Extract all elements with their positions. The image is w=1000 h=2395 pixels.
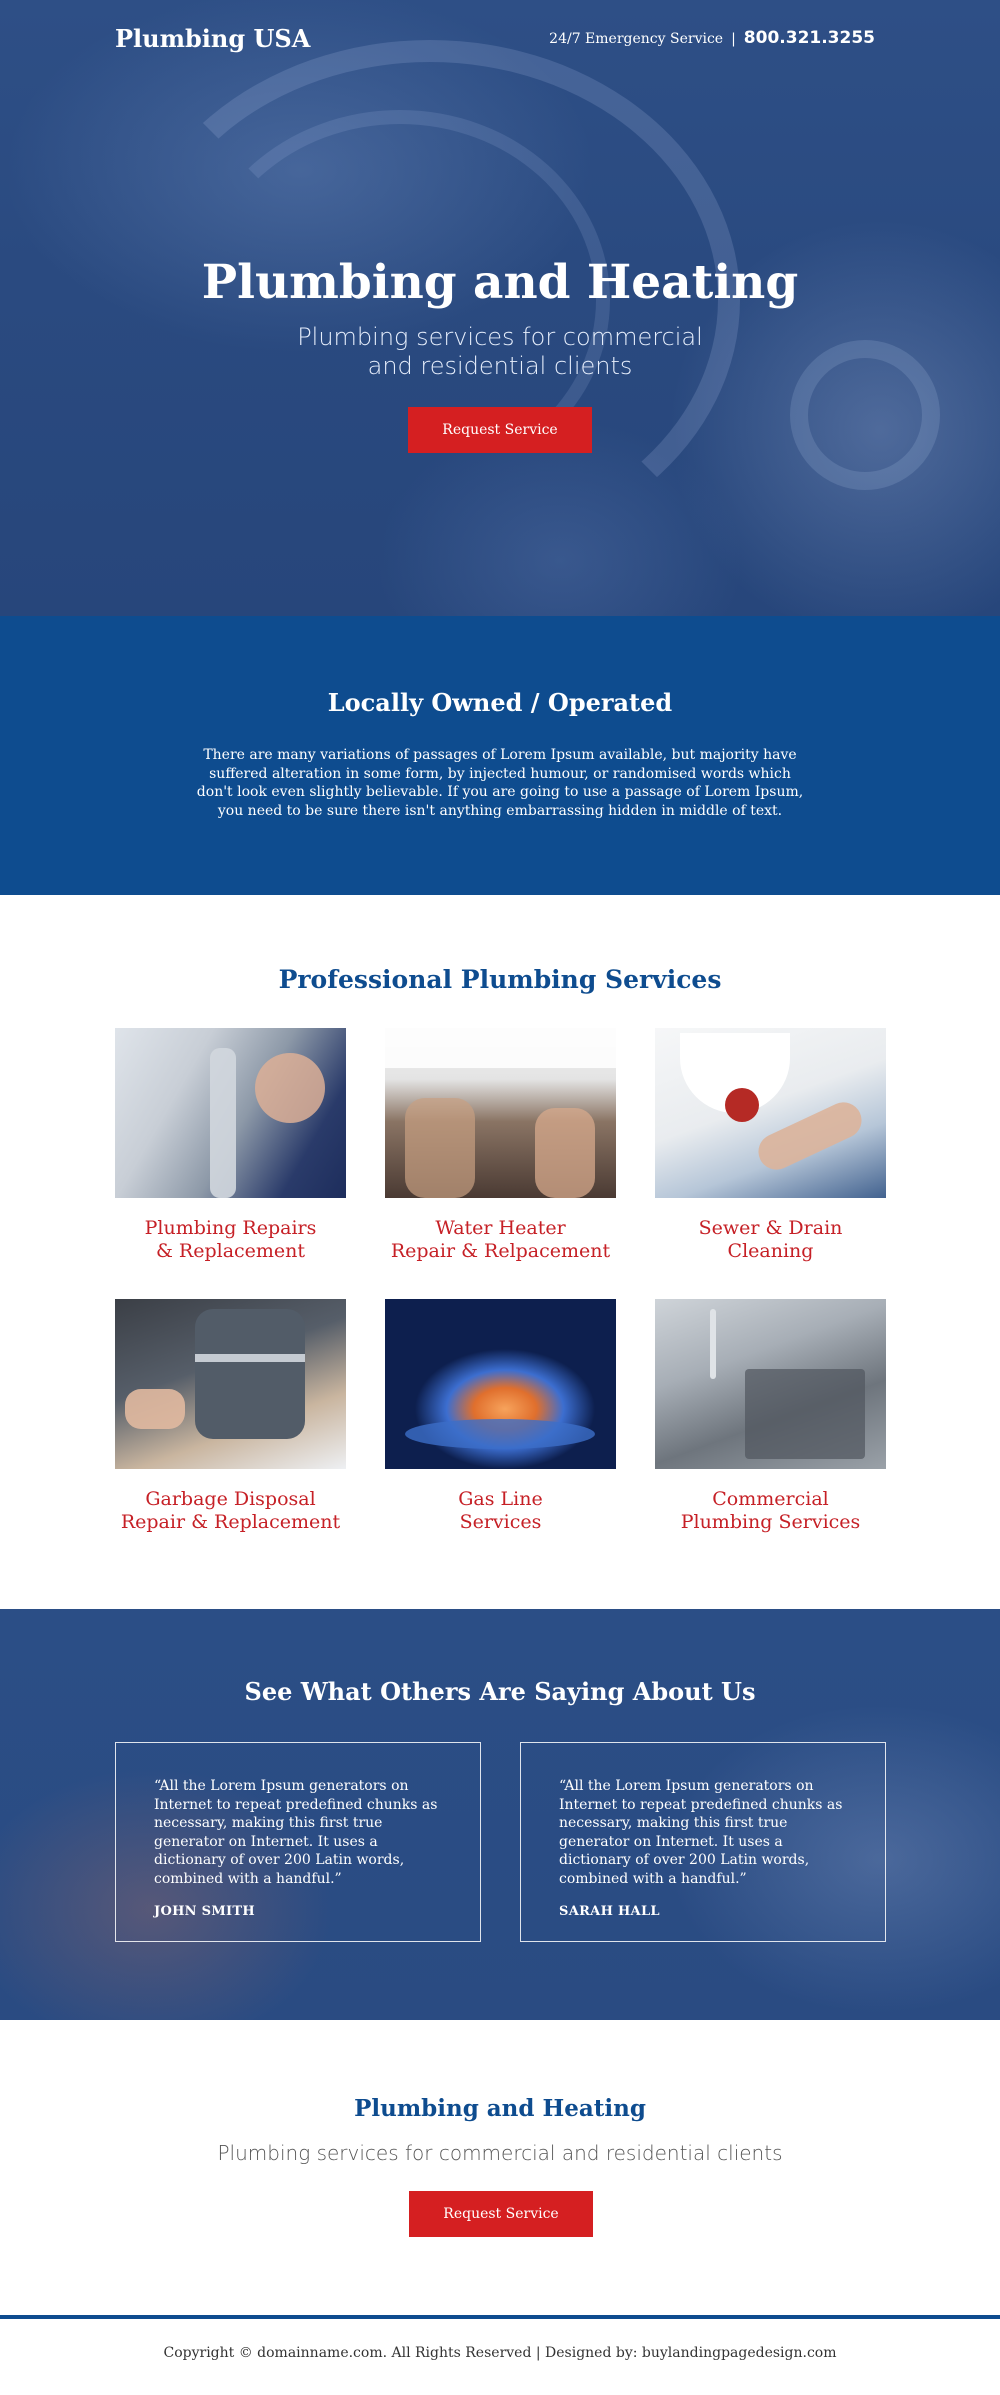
- service-title: [115, 1488, 346, 1534]
- service-card-plumbing-repairs[interactable]: [115, 1028, 346, 1299]
- service-title-line-1: Plumbing Repairs: [144, 1217, 317, 1239]
- service-title: [385, 1488, 616, 1534]
- testimonial-author: JOHN SMITH: [154, 1904, 255, 1919]
- services-section: [0, 895, 1000, 1609]
- gas-line-image: [385, 1299, 616, 1469]
- testimonial-card: [520, 1742, 886, 1942]
- header-separator: |: [731, 31, 736, 47]
- service-title: [655, 1217, 886, 1263]
- site-logo[interactable]: Plumbing USA: [115, 24, 311, 53]
- service-title-line-2: Repair & Relpacement: [390, 1240, 611, 1262]
- service-title: [655, 1488, 886, 1534]
- garbage-disposal-image: [115, 1299, 346, 1469]
- hero-request-service-button[interactable]: Request Service: [408, 407, 592, 453]
- service-title: [385, 1217, 616, 1263]
- hero-section: [0, 0, 1000, 616]
- service-card-commercial-plumbing[interactable]: [655, 1299, 886, 1570]
- emergency-label: 24/7 Emergency Service: [549, 31, 724, 47]
- service-title-line-2: Services: [459, 1511, 542, 1533]
- hero-subtitle-line-1: Plumbing services for commercial: [297, 323, 703, 352]
- service-title-line-1: Commercial: [712, 1488, 829, 1510]
- commercial-plumbing-image: [655, 1299, 886, 1469]
- about-section: [0, 616, 1000, 895]
- service-title-line-1: Water Heater: [435, 1217, 566, 1239]
- footer: [0, 2315, 1000, 2375]
- hero-content: [0, 255, 1000, 453]
- testimonial-card: [115, 1742, 481, 1942]
- top-bar: [0, 0, 1000, 78]
- testimonial-author: SARAH HALL: [559, 1904, 660, 1919]
- service-card-gas-line[interactable]: [385, 1299, 616, 1570]
- footer-copyright: Copyright © domainname.com. All Rights Reserved | Designed by: buylandingpagedesign.com: [163, 2345, 837, 2361]
- services-grid: [115, 1028, 886, 1570]
- services-title: Professional Plumbing Services: [278, 965, 722, 994]
- hero-subtitle: [0, 323, 1000, 381]
- testimonial-quote: “All the Lorem Ipsum generators on Internet to repeat predefined chunks as necessary, making this first true generator on Internet. It uses a dictionary of over 200 Latin words, combined with a handful.”: [154, 1778, 438, 1887]
- emergency-contact: [549, 28, 875, 48]
- service-card-garbage-disposal[interactable]: [115, 1299, 346, 1570]
- service-title-line-2: & Replacement: [155, 1240, 306, 1262]
- service-title-line-2: Repair & Replacement: [120, 1511, 341, 1533]
- service-title: [115, 1217, 346, 1263]
- sewer-drain-image: [655, 1028, 886, 1198]
- service-title-line-2: Cleaning: [727, 1240, 814, 1262]
- about-title: Locally Owned / Operated: [327, 688, 673, 717]
- cta-request-service-button[interactable]: Request Service: [409, 2191, 593, 2237]
- service-card-water-heater[interactable]: [385, 1028, 616, 1299]
- service-card-sewer-drain[interactable]: [655, 1028, 886, 1299]
- hero-title: Plumbing and Heating: [201, 255, 799, 310]
- phone-number-link[interactable]: 800.321.3255: [743, 28, 875, 48]
- service-title-line-1: Gas Line: [458, 1488, 543, 1510]
- water-heater-image: [385, 1028, 616, 1198]
- hero-subtitle-line-2: and residential clients: [367, 352, 633, 381]
- about-text: There are many variations of passages of Lorem Ipsum available, but majority have suffered alteration in some form, by injected humour, or randomised words which don't look even slightly believable. If you are going to use a passage of Lorem Ipsum, you need to be sure there isn't anything embarrassing hidden in middle of text.: [196, 747, 804, 819]
- service-title-line-2: Plumbing Services: [680, 1511, 861, 1533]
- cta-title: Plumbing and Heating: [354, 2095, 646, 2122]
- plumbing-repairs-image: [115, 1028, 346, 1198]
- cta-section: [0, 2020, 1000, 2315]
- testimonial-quote: “All the Lorem Ipsum generators on Internet to repeat predefined chunks as necessary, making this first true generator on Internet. It uses a dictionary of over 200 Latin words, combined with a handful.”: [559, 1778, 843, 1887]
- testimonials-title: See What Others Are Saying About Us: [244, 1677, 756, 1706]
- testimonials-section: [0, 1609, 1000, 2020]
- cta-subtitle: Plumbing services for commercial and residential clients: [217, 2141, 783, 2165]
- service-title-line-1: Sewer & Drain: [698, 1217, 843, 1239]
- service-title-line-1: Garbage Disposal: [145, 1488, 316, 1510]
